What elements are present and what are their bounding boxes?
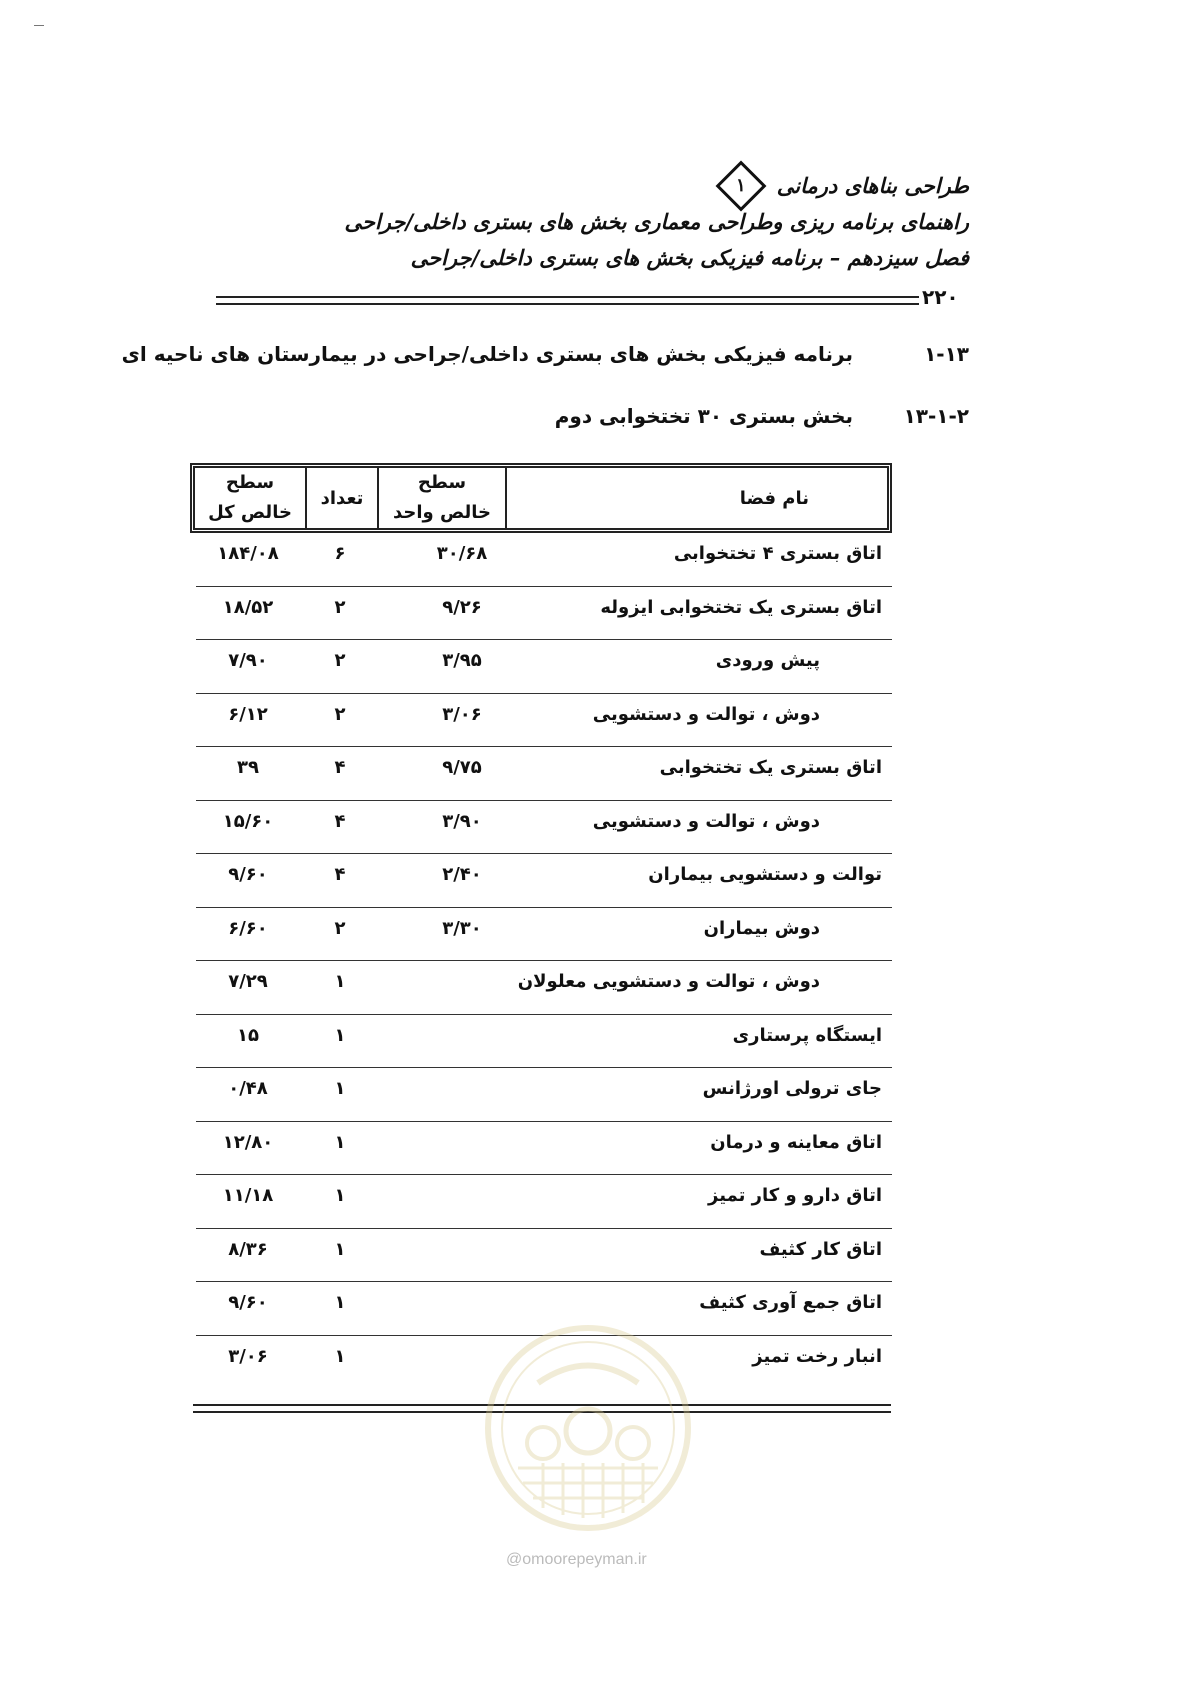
header-count-label: تعداد <box>320 487 364 509</box>
unit-area: ۳/۹۰ <box>442 810 482 832</box>
unit-area: ۹/۲۶ <box>442 596 482 618</box>
series-number: ۱ <box>735 175 746 197</box>
table-row <box>190 801 892 855</box>
count: ۱ <box>334 1238 346 1260</box>
unit-area: ۳۰/۶۸ <box>436 543 488 564</box>
count: ۲ <box>334 650 346 671</box>
space-name: اتاق معاینه و درمان <box>710 1131 882 1153</box>
running-header <box>229 168 969 276</box>
table-row <box>190 854 892 908</box>
space-name: اتاق بستری ۴ تختخوابی <box>673 543 882 564</box>
total-area: ۱۲/۸۰ <box>222 1131 274 1153</box>
header-name <box>507 468 887 528</box>
table-row <box>190 1229 892 1283</box>
header-total-area-line2: خالص کل <box>208 502 292 523</box>
space-name: دوش ، توالت و دستشویی <box>592 703 820 725</box>
section-title: برنامه فیزیکی بخش های بستری داخلی/جراحی در بیمارستان های ناحیه ای <box>121 342 853 366</box>
table-row <box>190 587 892 641</box>
book-title: راهنمای برنامه ریزی وطراحی معماری بخش های بستری داخلی/جراحی <box>344 209 969 234</box>
space-name: اتاق بستری یک تختخوابی <box>659 757 882 778</box>
space-name: جای ترولی اورژانس <box>702 1078 882 1099</box>
unit-area: ۳/۹۵ <box>442 650 482 671</box>
total-area: ۹/۶۰ <box>228 864 268 885</box>
count: ۱ <box>334 1024 346 1046</box>
series-title-line <box>229 168 969 204</box>
table-row <box>190 747 892 801</box>
count: ۴ <box>334 757 346 778</box>
table-row <box>190 908 892 962</box>
count: ۱ <box>334 1345 346 1367</box>
header-total-area <box>195 468 307 528</box>
table-row <box>190 533 892 587</box>
total-area: ۷/۲۹ <box>228 971 268 992</box>
total-area: ۱۸۴/۰۸ <box>217 543 279 564</box>
table-row <box>190 1015 892 1069</box>
space-name: پیش ورودی <box>715 650 820 671</box>
page-number: ۲۲۰ <box>922 285 959 309</box>
table-row <box>190 1175 892 1229</box>
total-area: ۶/۶۰ <box>228 917 268 939</box>
chapter-title: فصل سیزدهم – برنامه فیزیکی بخش های بستری داخلی/جراحی <box>410 245 969 270</box>
space-name: اتاق بستری یک تختخوابی ایزوله <box>600 596 882 618</box>
header-unit-area <box>379 468 507 528</box>
header-count <box>307 468 379 528</box>
header-unit-area-line2: خالص واحد <box>392 502 492 523</box>
total-area: ۳/۰۶ <box>228 1345 268 1367</box>
table-row <box>190 961 892 1015</box>
count: ۱ <box>334 971 346 992</box>
total-area: ۷/۹۰ <box>228 650 268 671</box>
total-area: ۱۵/۶۰ <box>222 810 274 832</box>
total-area: ۶/۱۲ <box>228 703 268 725</box>
count: ۱ <box>334 1185 346 1206</box>
count: ۲ <box>334 917 346 939</box>
table-body <box>190 533 892 1389</box>
watermark-seal-icon <box>483 1323 693 1533</box>
space-name: انبار رخت تمیز <box>752 1345 882 1367</box>
table-row <box>190 1122 892 1176</box>
count: ۱ <box>334 1131 346 1153</box>
count: ۶ <box>334 543 346 564</box>
header-name-label: نام فضا <box>739 487 809 509</box>
count: ۱ <box>334 1078 346 1099</box>
count: ۴ <box>334 810 346 832</box>
total-area: ۰/۴۸ <box>228 1078 268 1099</box>
space-name: دوش ، توالت و دستشویی معلولان <box>517 971 820 992</box>
series-title: طراحی بناهای درمانی <box>776 173 969 198</box>
count: ۲ <box>334 596 346 618</box>
subsection-title: بخش بستری ۳۰ تختخوابی دوم <box>554 404 853 428</box>
space-name: اتاق کار کثیف <box>759 1238 882 1260</box>
space-name: اتاق جمع آوری کثیف <box>699 1292 882 1313</box>
space-name: اتاق دارو و کار تمیز <box>708 1185 882 1206</box>
unit-area: ۹/۷۵ <box>442 757 482 778</box>
total-area: ۱۱/۱۸ <box>222 1185 274 1206</box>
total-area: ۹/۶۰ <box>228 1292 268 1313</box>
header-unit-area-line1: سطح <box>417 472 467 493</box>
count: ۲ <box>334 703 346 725</box>
space-name: دوش ، توالت و دستشویی <box>592 810 820 832</box>
unit-area: ۳/۰۶ <box>442 703 482 725</box>
table-row <box>190 694 892 748</box>
total-area: ۱۵ <box>237 1024 259 1046</box>
header-total-area-line1: سطح <box>225 472 275 493</box>
section-number: ۱-۱۳ <box>924 342 969 366</box>
scan-mark <box>34 25 44 26</box>
subsection-number: ۱۳-۱-۲ <box>903 404 969 428</box>
unit-area: ۳/۳۰ <box>442 917 482 939</box>
count: ۱ <box>334 1292 346 1313</box>
table-row <box>190 640 892 694</box>
unit-area: ۲/۴۰ <box>442 864 482 885</box>
space-name: ایستگاه پرستاری <box>732 1024 882 1046</box>
space-name: دوش بیماران <box>703 917 820 939</box>
total-area: ۸/۳۶ <box>228 1238 268 1260</box>
table-header <box>190 463 892 533</box>
total-area: ۱۸/۵۲ <box>222 596 274 618</box>
space-name: توالت و دستشویی بیماران <box>648 864 882 885</box>
total-area: ۳۹ <box>237 757 259 778</box>
watermark-url: @omoorepeyman.ir <box>506 1551 647 1568</box>
header-rule <box>216 296 919 305</box>
count: ۴ <box>334 864 346 885</box>
table-row <box>190 1068 892 1122</box>
